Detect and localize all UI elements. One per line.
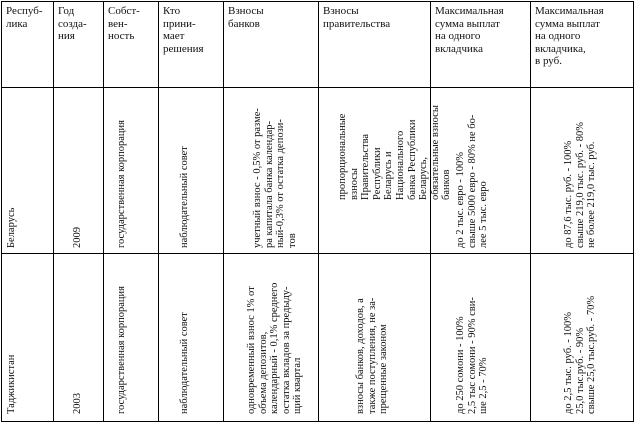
cell-max-payout-rub: до 87,6 тыс. руб. - 100% свыше 219,0 тыс. руб. - 80% не более 219,0 тыс. руб. xyxy=(531,88,634,254)
cell-decision-maker: наблюдательный совет xyxy=(159,88,224,254)
header-government-contributions: Взносы правительства xyxy=(319,2,431,88)
cell-max-payout: до 2 тыс. евро - 100% свыше 5000 евро - 80% не бо- лее 5 тыс. евро xyxy=(431,88,531,254)
header-max-payout: Максимальная сумма выплат на одного вкладчика xyxy=(431,2,531,88)
cell-year: 2009 xyxy=(54,88,104,254)
cell-ownership: государственная корпорация xyxy=(104,88,159,254)
cell-year: 2003 xyxy=(54,254,104,422)
cell-bank-contributions: учетный взнос - 0,5% от разме- ра капитала банка календар- ный-0,3% от остатка депози- тов xyxy=(224,88,319,254)
header-row xyxy=(2,2,634,88)
header-year: Год созда- ния xyxy=(54,2,104,88)
cell-max-payout: до 250 сомони - 100% 2,5 тыс сомони - 90% сви- ше 2,5 - 70% xyxy=(431,254,531,422)
deposit-insurance-table xyxy=(1,1,634,422)
header-republic: Респуб- лика xyxy=(2,2,54,88)
header-max-payout-rub: Максимальная сумма выплат на одного вкладчика, в руб. xyxy=(531,2,634,88)
cell-bank-contributions: одновременный взнос 1% от объема депозитов, календарный - 0,1% среднего остатка вкладов за предыду- щий квартал xyxy=(224,254,319,422)
cell-republic: Беларусь xyxy=(2,88,54,254)
table-row xyxy=(2,88,634,254)
cell-government-contributions: взносы банков, доходов, а также поступления, не за- прещенные законом xyxy=(319,254,431,422)
header-ownership: Собст- вен- ность xyxy=(104,2,159,88)
cell-government-contributions: пропорциональные взносы Правительства Республики Беларусь и Национального банка Республики Беларусь, обязательные взносы банков xyxy=(319,88,431,254)
header-bank-contributions: Взносы банков xyxy=(224,2,319,88)
cell-republic: Таджикистан xyxy=(2,254,54,422)
table-row xyxy=(2,254,634,422)
cell-ownership: государственная корпорация xyxy=(104,254,159,422)
header-decision-maker: Кто прини- мает решения xyxy=(159,2,224,88)
cell-max-payout-rub: до 2,5 тыс. руб. - 100% 25,0 тыс.руб. - 90% свыше 25,0 тыс.руб. - 70% xyxy=(531,254,634,422)
cell-decision-maker: наблюдательный совет xyxy=(159,254,224,422)
